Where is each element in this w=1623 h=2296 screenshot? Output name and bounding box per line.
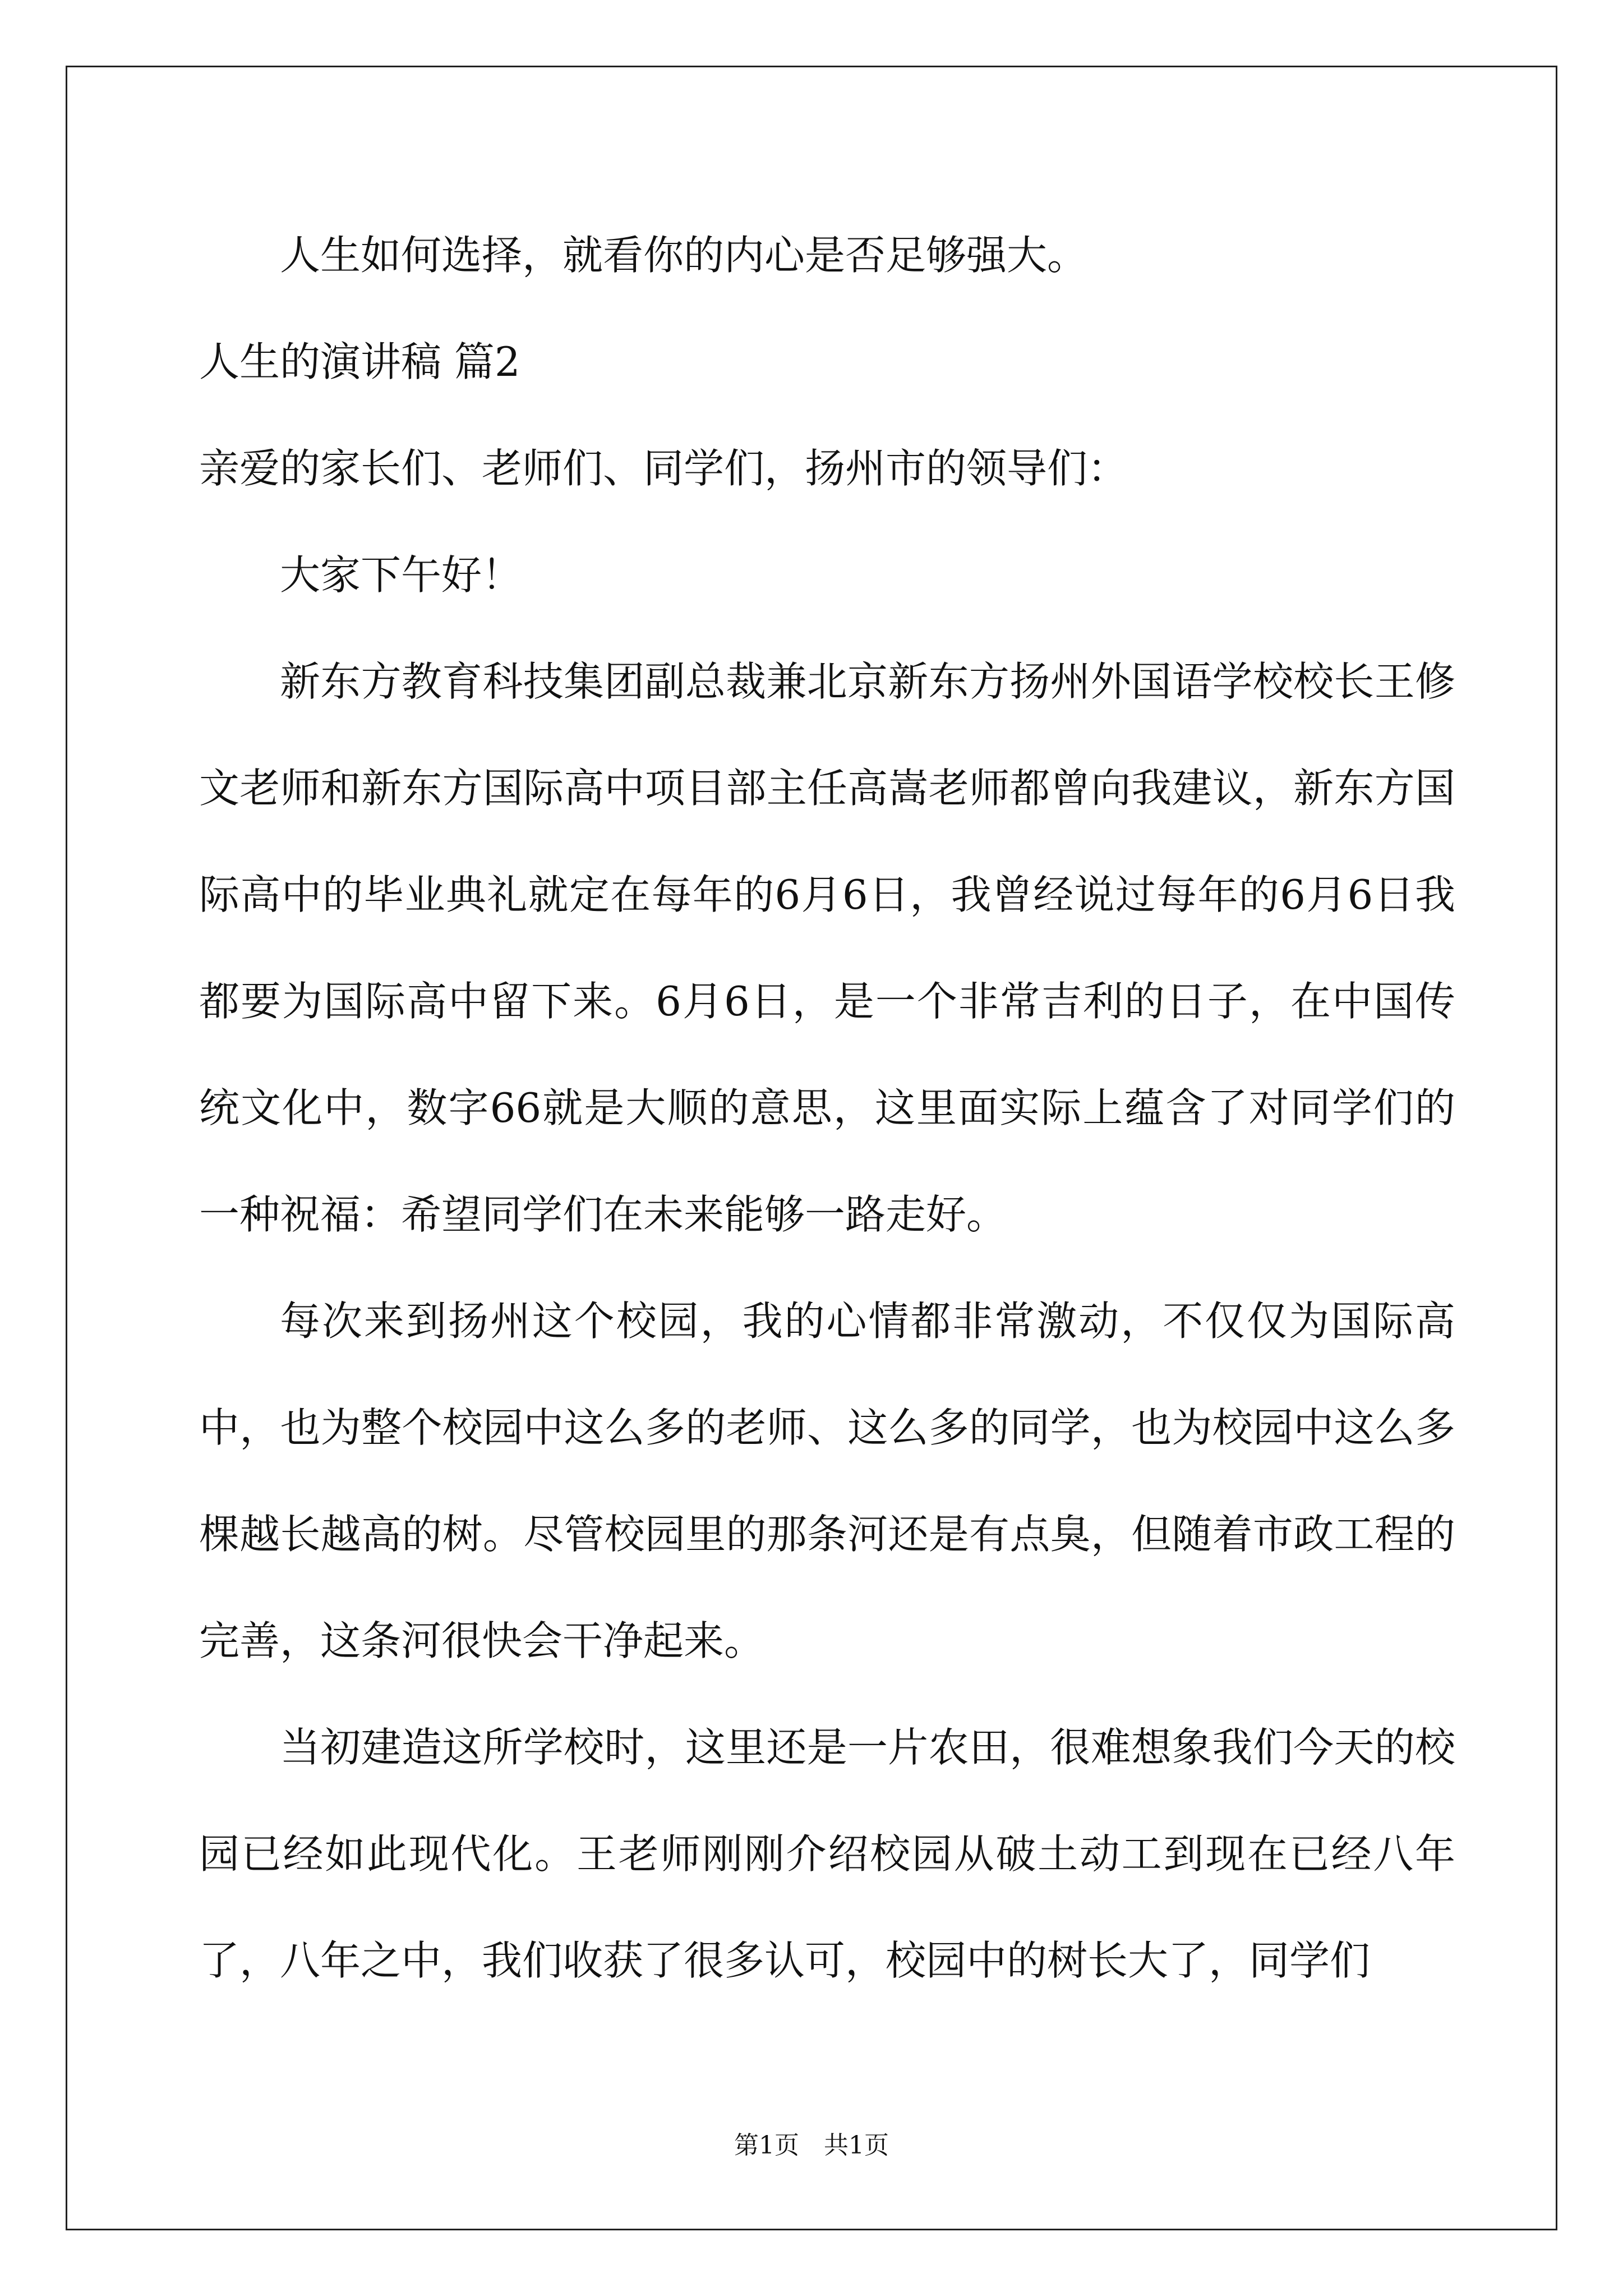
greeting: 大家下午好！ <box>280 551 523 599</box>
section-heading: 人生的演讲稿 篇2 <box>199 338 520 385</box>
paragraph-campus-feelings: 每次来到扬州这个校园，我的心情都非常激动，不仅仅为国际高中，也为整个校园中这么多的老师、这么多的同学，也为校园中这么多棵越长越高的树。尽管校园里的那条河还是有点臭，但随着市政工程的完善，这条河很快会干净起来。 <box>199 1297 1455 1664</box>
paragraph-graduation-date: 新东方教育科技集团副总裁兼北京新东方扬州外国语学校校长王修文老师和新东方国际高中项目部主任高嵩老师都曾向我建议，新东方国际高中的毕业典礼就定在每年的6月6日，我曾经说过每年的6月6日我都要为国际高中留下来。6月6日，是一个非常吉利的日子，在中国传统文化中，数字66就是大顺的意思，这里面实际上蕴含了对同学们的一种祝福：希望同学们在未来能够一路走好。 <box>199 658 1455 1238</box>
paragraph-school-history: 当初建造这所学校时，这里还是一片农田，很难想象我们今天的校园已经如此现代化。王老师刚刚介绍校园从破土动工到现在已经八年了，八年之中，我们收获了很多认可，校园中的树长大了，同学们 <box>199 1724 1455 1984</box>
page-footer: 第1页 共1页 <box>734 2131 889 2160</box>
salutation: 亲爱的家长们、老师们、同学们，扬州市的领导们： <box>199 445 1128 492</box>
paragraph-closing-line: 人生如何选择，就看你的内心是否足够强大。 <box>280 232 1088 279</box>
document-body <box>199 202 1455 2014</box>
